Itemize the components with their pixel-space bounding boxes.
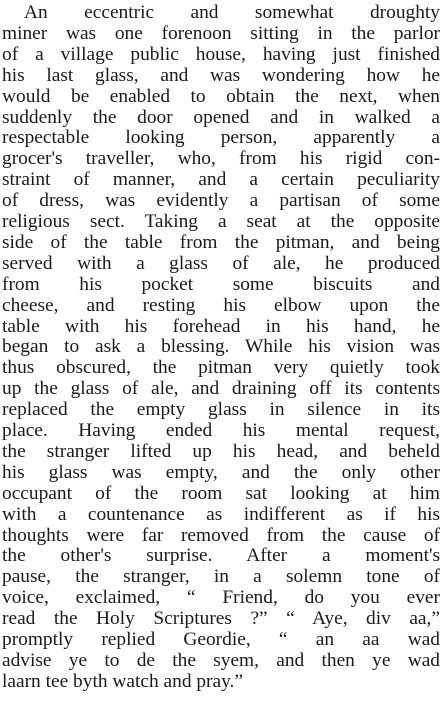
text-line: up the glass of ale, and draining off its contents [2,378,440,400]
text-line: with a countenance as indifferent as if his [2,503,440,525]
text-line: the other's surprise. After a moment's [2,545,440,567]
text-line: his last glass, and was wondering how he [2,64,440,86]
text-line: read the Holy Scriptures ?” “ Aye, div aa,” [2,608,440,630]
text-line: straint of manner, and a certain peculiarity [2,169,440,191]
text-line: from his pocket some biscuits and [2,273,440,295]
text-line: began to ask a blessing. While his vision was [2,336,440,358]
text-line: religious sect. Taking a seat at the opposite [2,211,440,232]
text-line: served with a glass of ale, he produced [2,252,440,274]
text-line: side of the table from the pitman, and being [2,231,440,253]
text-line: occupant of the room sat looking at him [2,482,440,504]
text-line: respectable looking person, apparently a [2,127,440,149]
text-line: the stranger lifted up his head, and beheld [2,440,440,462]
text-line: thoughts were far removed from the cause of [2,524,440,546]
text-line: replaced the empty glass in silence in its [2,399,440,421]
text-line: advise ye to de the syem, and then ye wad [2,649,440,671]
text-line: place. Having ended his mental request, [2,420,440,441]
text-line: his glass was empty, and the only other [2,461,440,483]
text-line: suddenly the door opened and in walked a [2,106,440,128]
text-line: pause, the stranger, in a solemn tone of [2,566,440,588]
text-line: would be enabled to obtain the next, when [2,85,440,107]
text-line: miner was one forenoon sitting in the parlor [2,22,440,44]
text-line: table with his forehead in his hand, he [2,315,440,337]
text-line: of dress, was evidently a partisan of some [2,190,440,212]
text-line: An eccentric and somewhat droughty [24,2,440,23]
text-line: promptly replied Geordie, “ an aa wad [2,629,440,650]
text-line: of a village public house, having just finished [2,43,440,65]
text-line: cheese, and resting his elbow upon the [2,294,440,316]
text-line: grocer's traveller, who, from his rigid con- [2,148,440,170]
text-line: voice, exclaimed, “ Friend, do you ever [2,587,440,609]
text-line: laarn tee byth watch and pray.” [2,670,244,692]
text-line: thus obscured, the pitman very quietly took [2,357,440,379]
